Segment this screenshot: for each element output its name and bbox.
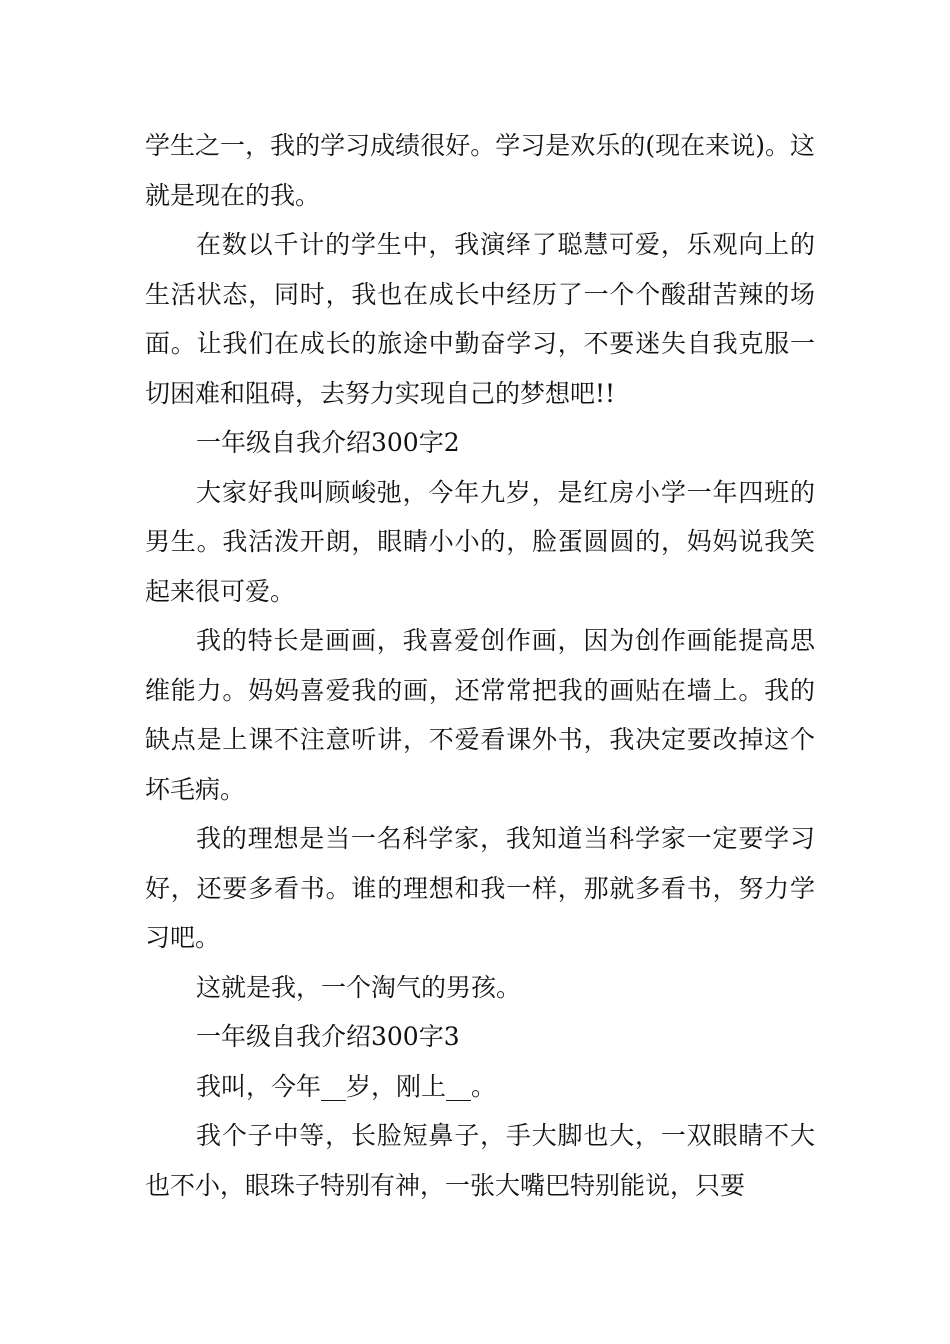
paragraph-2: 在数以千计的学生中，我演绎了聪慧可爱，乐观向上的生活状态，同时，我也在成长中经历了一个个酸甜苦辣的场面。让我们在成长的旅途中勤奋学习，不要迷失自我克服一切困难和阻碍，去努力实现自己的梦想吧!! (145, 230, 815, 408)
document-body (145, 121, 815, 1210)
paragraph-7: 我叫，今年__岁，刚上__。 (196, 1071, 497, 1101)
paragraph-1: 学生之一，我的学习成绩很好。学习是欢乐的(现在来说)。这就是现在的我。 (145, 131, 815, 210)
paragraph-8: 我个子中等，长脸短鼻子，手大脚也大，一双眼睛不大也不小，眼珠子特别有神，一张大嘴巴特别能说，只要 (145, 1121, 815, 1200)
section-heading-2: 一年级自我介绍300字2 (196, 428, 460, 457)
paragraph-5: 我的理想是当一名科学家，我知道当科学家一定要学习好，还要多看书。谁的理想和我一样，那就多看书，努力学习吧。 (145, 824, 815, 952)
paragraph-4: 我的特长是画画，我喜爱创作画，因为创作画能提高思维能力。妈妈喜爱我的画，还常常把我的画贴在墙上。我的缺点是上课不注意听讲，不爱看课外书，我决定要改掉这个坏毛病。 (145, 626, 815, 804)
section-heading-3: 一年级自我介绍300字3 (196, 1022, 460, 1051)
paragraph-3: 大家好我叫顾峻弛，今年九岁，是红房小学一年四班的男生。我活泼开朗，眼睛小小的，脸蛋圆圆的，妈妈说我笑起来很可爱。 (145, 477, 815, 606)
paragraph-6: 这就是我，一个淘气的男孩。 (196, 972, 522, 1002)
